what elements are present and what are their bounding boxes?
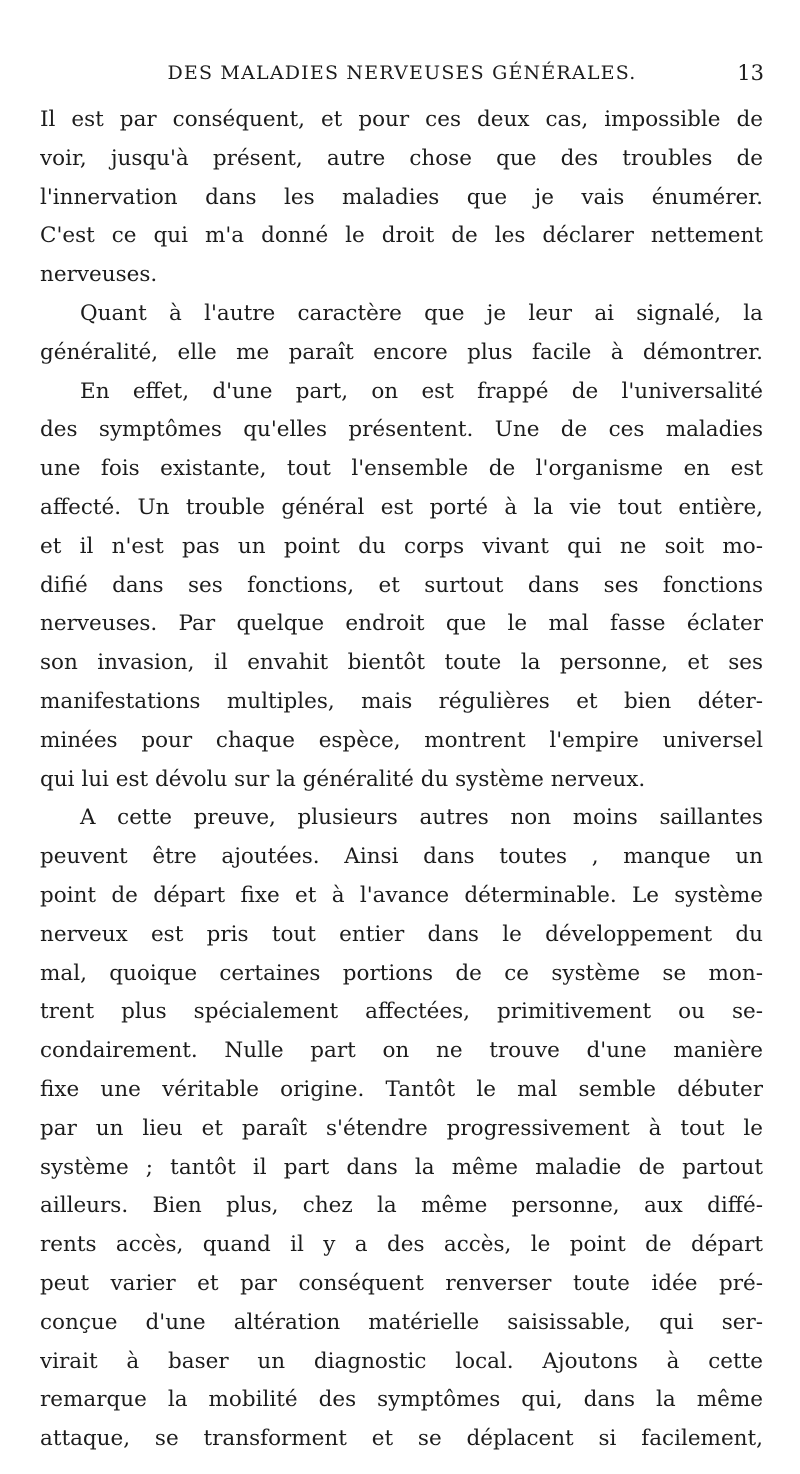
text-line: voir, jusqu'à présent, autre chose que des troubles de bbox=[40, 145, 763, 171]
text-line: une fois existante, tout l'ensemble de l'organisme en est bbox=[40, 456, 763, 482]
text-line: difié dans ses fonctions, et surtout dans ses fonctions bbox=[40, 572, 763, 598]
text-line: peuvent être ajoutées. Ainsi dans toutes , manque un bbox=[40, 844, 763, 870]
text-line: affecté. Un trouble général est porté à la vie tout entière, bbox=[40, 494, 763, 520]
text-line: Quant à l'autre caractère que je leur ai signalé, la bbox=[80, 300, 763, 326]
text-line: conçue d'une altération matérielle saisissable, qui ser- bbox=[40, 1309, 763, 1335]
text-line: remarque la mobilité des symptômes qui, dans la même bbox=[40, 1387, 763, 1413]
text-line: peut varier et par conséquent renverser toute idée pré- bbox=[40, 1270, 763, 1296]
text-line: nerveuses. bbox=[40, 262, 158, 288]
text-line: nerveuses. Par quelque endroit que le mal fasse éclater bbox=[40, 611, 763, 637]
text-line: nerveux est pris tout entier dans le développement du bbox=[40, 921, 763, 947]
text-line: qui lui est dévolu sur la généralité du système nerveux. bbox=[40, 766, 646, 792]
text-line: manifestations multiples, mais régulières et bien déter- bbox=[40, 688, 763, 714]
running-title: DES MALADIES NERVEUSES GÉNÉRALES. bbox=[167, 62, 637, 84]
text-line: minées pour chaque espèce, montrent l'empire universel bbox=[40, 727, 763, 753]
text-line: par un lieu et paraît s'étendre progressivement à tout le bbox=[40, 1115, 763, 1141]
text-line: A cette preuve, plusieurs autres non moins saillantes bbox=[80, 805, 763, 831]
text-line: système ; tantôt il part dans la même maladie de partout bbox=[40, 1154, 763, 1180]
text-line: En effet, d'une part, on est frappé de l'universalité bbox=[80, 378, 763, 404]
text-line: rents accès, quand il y a des accès, le point de départ bbox=[40, 1232, 763, 1258]
text-line: l'innervation dans les maladies que je vais énumérer. bbox=[40, 184, 763, 210]
text-line: et il n'est pas un point du corps vivant qui ne soit mo- bbox=[40, 533, 763, 559]
running-head bbox=[40, 56, 764, 90]
text-line: son invasion, il envahit bientôt toute la personne, et ses bbox=[40, 650, 763, 676]
text-line: virait à baser un diagnostic local. Ajoutons à cette bbox=[40, 1348, 763, 1374]
page-number: 13 bbox=[737, 61, 764, 85]
text-line: fixe une véritable origine. Tantôt le mal semble débuter bbox=[40, 1076, 763, 1102]
body-text bbox=[40, 101, 763, 1459]
text-line: mal, quoique certaines portions de ce système se mon- bbox=[40, 960, 763, 986]
text-line: Il est par conséquent, et pour ces deux cas, impossible de bbox=[40, 107, 763, 132]
text-line: C'est ce qui m'a donné le droit de les déclarer nettement bbox=[40, 223, 763, 249]
text-line: point de départ fixe et à l'avance déterminable. Le système bbox=[40, 882, 763, 908]
text-line: des symptômes qu'elles présentent. Une de ces maladies bbox=[40, 417, 763, 443]
text-line: condairement. Nulle part on ne trouve d'une manière bbox=[40, 1038, 763, 1064]
text-line: généralité, elle me paraît encore plus facile à démontrer. bbox=[40, 339, 763, 365]
text-line: ailleurs. Bien plus, chez la même personne, aux diffé- bbox=[40, 1193, 763, 1219]
text-line: attaque, se transforment et se déplacent si facilement, bbox=[40, 1426, 763, 1452]
text-line: trent plus spécialement affectées, primitivement ou se- bbox=[40, 999, 763, 1025]
